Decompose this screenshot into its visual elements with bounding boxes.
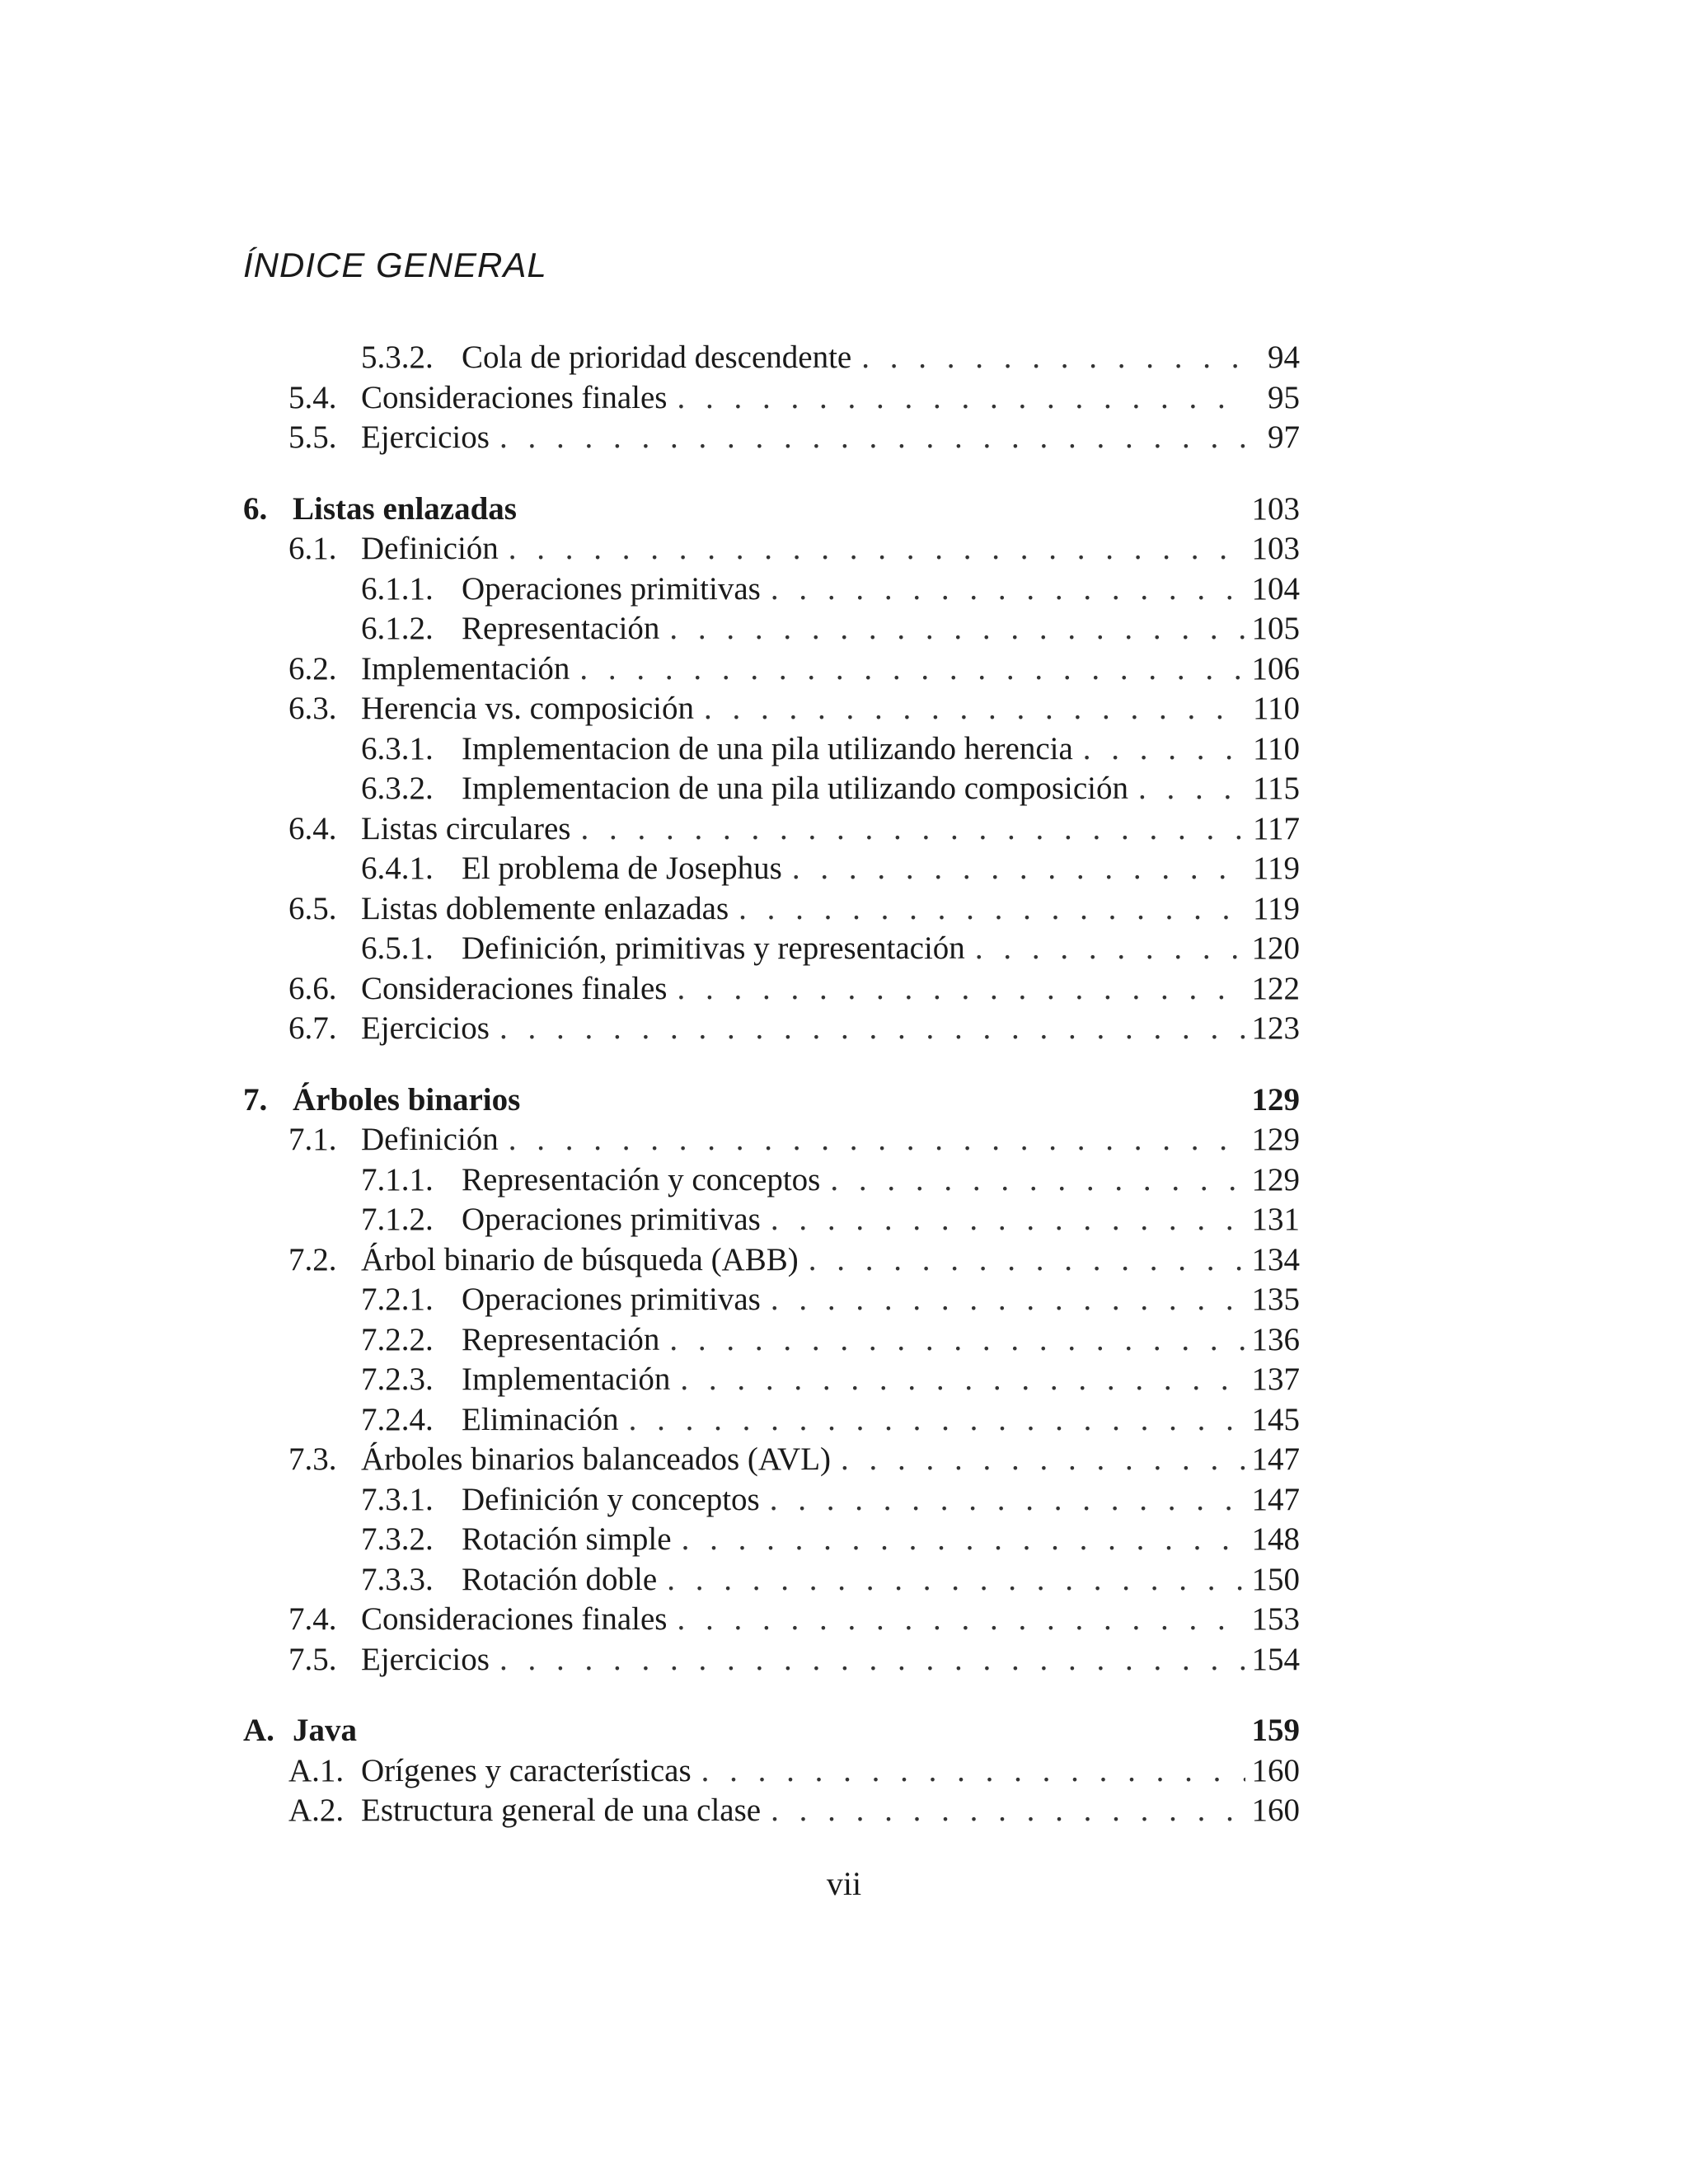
toc-entry-number: 7.1. [288, 1122, 337, 1157]
toc-entry-title: Consideraciones finales [361, 970, 668, 1006]
toc-subsection-entry[interactable] [243, 929, 1300, 969]
toc-entry-page: 110 [1252, 730, 1300, 766]
toc-entry-page: 103 [1251, 531, 1300, 566]
toc-entry-number: 7.5. [288, 1641, 337, 1677]
dot-leader [830, 1160, 1245, 1201]
toc-entry-title: Operaciones primitivas [462, 570, 761, 607]
dot-leader [1083, 729, 1245, 770]
toc-entry-title: Árboles binarios balanceados (AVL) [361, 1441, 832, 1477]
toc-entry-page: 160 [1251, 1752, 1300, 1788]
dot-leader [861, 338, 1245, 378]
table-of-contents [243, 338, 1300, 1831]
toc-entry-page: 131 [1251, 1202, 1300, 1237]
toc-section-entry[interactable] [243, 529, 1300, 569]
toc-section-entry[interactable] [243, 418, 1300, 458]
toc-entry-title: Estructura general de una clase [361, 1793, 762, 1828]
toc-entry-page: 105 [1251, 611, 1300, 646]
toc-entry-number: 7.3. [288, 1441, 337, 1477]
dot-leader [579, 649, 1245, 690]
dot-leader [677, 1600, 1245, 1640]
toc-entry-number: 7.2. [288, 1241, 337, 1277]
toc-entry-number: 6.5.1. [361, 930, 434, 966]
toc-entry-page: 136 [1251, 1321, 1300, 1357]
dot-leader [792, 849, 1245, 889]
toc-section-entry[interactable] [243, 1009, 1300, 1049]
running-head: ÍNDICE GENERAL [243, 246, 547, 284]
toc-entry-number: 7.1.1. [361, 1161, 434, 1197]
dot-leader [771, 1200, 1245, 1240]
dot-leader [677, 969, 1245, 1010]
toc-entry-page: 134 [1251, 1241, 1300, 1277]
toc-entry-page: 145 [1251, 1401, 1300, 1437]
toc-entry-page: 129 [1251, 1161, 1300, 1197]
dot-leader [701, 1751, 1245, 1792]
toc-section-entry[interactable] [243, 969, 1300, 1010]
dot-leader [770, 1480, 1245, 1521]
dot-leader [738, 889, 1245, 930]
page-number: vii [826, 1865, 862, 1902]
dot-leader [669, 609, 1245, 649]
toc-entry-page: 135 [1251, 1282, 1300, 1317]
toc-entry-number: 5.5. [288, 419, 337, 455]
toc-entry-title: Rotación simple [462, 1521, 672, 1557]
toc-entry-title: Árbol binario de búsqueda (ABB) [361, 1241, 799, 1277]
dot-leader [771, 569, 1245, 610]
toc-entry-title: Java [293, 1713, 357, 1748]
toc-entry-page: 106 [1251, 650, 1300, 687]
toc-entry-title: Definición, primitivas y representación [462, 930, 965, 966]
toc-entry-title: Definición [361, 1122, 499, 1157]
toc-entry-number: 5.4. [288, 379, 337, 415]
toc-subsection-entry[interactable] [243, 769, 1300, 809]
toc-subsection-entry[interactable] [243, 1400, 1300, 1441]
dot-leader [809, 1240, 1245, 1281]
toc-entry-page: 129 [1251, 1122, 1300, 1157]
dot-leader [667, 1560, 1245, 1601]
toc-entry-page: 160 [1251, 1793, 1300, 1828]
toc-entry-title: Implementacion de una pila utilizando herencia [462, 730, 1073, 766]
toc-subsection-entry[interactable] [243, 1320, 1300, 1361]
toc-section-entry[interactable] [243, 889, 1300, 930]
toc-entry-title: Consideraciones finales [361, 379, 668, 415]
toc-entry-number: 7.4. [288, 1601, 337, 1637]
toc-entry-title: Implementación [462, 1361, 671, 1397]
toc-chapter-entry[interactable] [243, 1711, 1300, 1751]
dot-leader [841, 1440, 1245, 1480]
dot-leader [509, 529, 1245, 569]
toc-entry-number: 6.4. [288, 810, 337, 846]
toc-entry-title: Rotación doble [462, 1561, 658, 1597]
toc-section-entry[interactable] [243, 1640, 1300, 1680]
toc-entry-number: 6.2. [288, 650, 337, 687]
dot-leader [629, 1400, 1245, 1441]
toc-section-entry[interactable] [243, 1791, 1300, 1831]
toc-entry-number: 6.1. [288, 531, 337, 566]
toc-section-entry[interactable] [243, 809, 1300, 850]
dot-leader [771, 1280, 1245, 1320]
toc-entry-title: Definición y conceptos [462, 1481, 760, 1517]
toc-entry-title: Definición [361, 531, 499, 566]
toc-entry-title: Ejercicios [361, 1010, 490, 1046]
toc-entry-page: 119 [1252, 890, 1300, 926]
toc-entry-title: Implementación [361, 650, 570, 687]
toc-entry-page: 147 [1251, 1441, 1300, 1477]
toc-entry-number: 6.6. [288, 970, 337, 1006]
toc-subsection-entry[interactable] [243, 569, 1300, 610]
toc-entry-number: 5.3.2. [361, 340, 434, 375]
dot-leader [1138, 769, 1245, 809]
toc-entry-number: 7.2.3. [361, 1361, 434, 1397]
toc-entry-page: 129 [1251, 1081, 1300, 1118]
toc-subsection-entry[interactable] [243, 849, 1300, 889]
toc-entry-page: 153 [1251, 1601, 1300, 1637]
toc-entry-title: Listas circulares [361, 810, 571, 846]
dot-leader [680, 1360, 1245, 1400]
toc-subsection-entry[interactable] [243, 1360, 1300, 1400]
toc-subsection-entry[interactable] [243, 1200, 1300, 1240]
toc-entry-page: 154 [1251, 1641, 1300, 1677]
toc-entry-title: Representación y conceptos [462, 1161, 821, 1197]
toc-entry-title: Representación [462, 1321, 660, 1357]
toc-section-entry[interactable] [243, 1240, 1300, 1281]
toc-chapter-entry[interactable] [243, 490, 1300, 530]
toc-entry-number: 6. [243, 490, 268, 527]
dot-leader [499, 1640, 1245, 1680]
toc-subsection-entry[interactable] [243, 1520, 1300, 1560]
toc-entry-number: 6.7. [288, 1010, 337, 1046]
toc-entry-page: 115 [1252, 771, 1300, 806]
toc-entry-number: 6.3. [288, 691, 337, 726]
toc-entry-number: 6.1.1. [361, 570, 434, 607]
toc-entry-title: Listas enlazadas [293, 490, 517, 527]
dot-leader [499, 1009, 1245, 1049]
toc-entry-page: 119 [1252, 851, 1300, 886]
dot-leader [499, 418, 1245, 458]
toc-entry-page: 103 [1251, 490, 1300, 527]
toc-entry-title: Operaciones primitivas [462, 1282, 761, 1317]
toc-section-entry[interactable] [243, 689, 1300, 729]
toc-entry-page: 123 [1251, 1010, 1300, 1046]
toc-entry-title: Ejercicios [361, 419, 490, 455]
toc-chapter-entry[interactable] [243, 1080, 1300, 1121]
toc-entry-number: 7.2.2. [361, 1321, 434, 1357]
toc-entry-title: El problema de Josephus [462, 851, 782, 886]
toc-entry-title: Eliminación [462, 1401, 619, 1437]
toc-subsection-entry[interactable] [243, 1160, 1300, 1201]
toc-entry-number: 6.4.1. [361, 851, 434, 886]
dot-leader [704, 689, 1245, 729]
toc-section-entry[interactable] [243, 1120, 1300, 1160]
toc-entry-title: Representación [462, 611, 660, 646]
toc-entry-page: 120 [1251, 930, 1300, 966]
section-gap [243, 1049, 1300, 1080]
toc-entry-title: Herencia vs. composición [361, 691, 694, 726]
toc-entry-number: 6.3.1. [361, 730, 434, 766]
toc-section-entry[interactable] [243, 1600, 1300, 1640]
toc-subsection-entry[interactable] [243, 1480, 1300, 1521]
toc-entry-title: Ejercicios [361, 1641, 490, 1677]
toc-entry-page: 95 [1268, 379, 1300, 415]
dot-leader [771, 1791, 1245, 1831]
dot-leader [677, 378, 1245, 419]
toc-section-entry[interactable] [243, 649, 1300, 690]
toc-entry-number: 6.1.2. [361, 611, 434, 646]
toc-entry-page: 148 [1251, 1521, 1300, 1557]
toc-section-entry[interactable] [243, 1440, 1300, 1480]
toc-entry-page: 117 [1252, 810, 1300, 846]
toc-entry-page: 110 [1252, 691, 1300, 726]
toc-subsection-entry[interactable] [243, 1560, 1300, 1601]
toc-entry-number: 7.3.3. [361, 1561, 434, 1597]
toc-section-entry[interactable] [243, 1751, 1300, 1792]
toc-entry-page: 104 [1251, 570, 1300, 607]
toc-entry-number: 7.2.4. [361, 1401, 434, 1437]
section-gap [243, 458, 1300, 490]
toc-entry-page: 122 [1251, 970, 1300, 1006]
dot-leader [580, 809, 1245, 850]
toc-entry-title: Orígenes y características [361, 1752, 692, 1788]
toc-entry-number: A. [243, 1713, 274, 1748]
toc-entry-number: 7.3.2. [361, 1521, 434, 1557]
toc-entry-page: 150 [1251, 1561, 1300, 1597]
toc-subsection-entry[interactable] [243, 729, 1300, 770]
dot-leader [509, 1120, 1245, 1160]
toc-entry-page: 97 [1268, 419, 1300, 455]
toc-entry-title: Listas doblemente enlazadas [361, 890, 729, 926]
toc-entry-number: 6.3.2. [361, 771, 434, 806]
toc-entry-number: 7.3.1. [361, 1481, 434, 1517]
toc-entry-number: 7. [243, 1081, 268, 1118]
toc-subsection-entry[interactable] [243, 338, 1300, 378]
toc-entry-title: Implementacion de una pila utilizando composición [462, 771, 1129, 806]
toc-entry-number: A.1. [288, 1752, 345, 1788]
toc-entry-number: 7.2.1. [361, 1282, 434, 1317]
toc-subsection-entry[interactable] [243, 609, 1300, 649]
toc-entry-page: 137 [1251, 1361, 1300, 1397]
dot-leader [669, 1320, 1245, 1361]
toc-entry-title: Cola de prioridad descendente [462, 340, 852, 375]
toc-entry-page: 147 [1251, 1481, 1300, 1517]
toc-entry-page: 159 [1251, 1713, 1300, 1748]
toc-entry-title: Operaciones primitivas [462, 1202, 761, 1237]
toc-entry-title: Árboles binarios [293, 1081, 521, 1118]
dot-leader [682, 1520, 1245, 1560]
toc-entry-number: 7.1.2. [361, 1202, 434, 1237]
toc-entry-number: A.2. [288, 1793, 345, 1828]
section-gap [243, 1680, 1300, 1711]
toc-section-entry[interactable] [243, 378, 1300, 419]
toc-entry-title: Consideraciones finales [361, 1601, 668, 1637]
toc-entry-number: 6.5. [288, 890, 337, 926]
toc-entry-page: 94 [1268, 340, 1300, 375]
toc-subsection-entry[interactable] [243, 1280, 1300, 1320]
dot-leader [975, 929, 1245, 969]
